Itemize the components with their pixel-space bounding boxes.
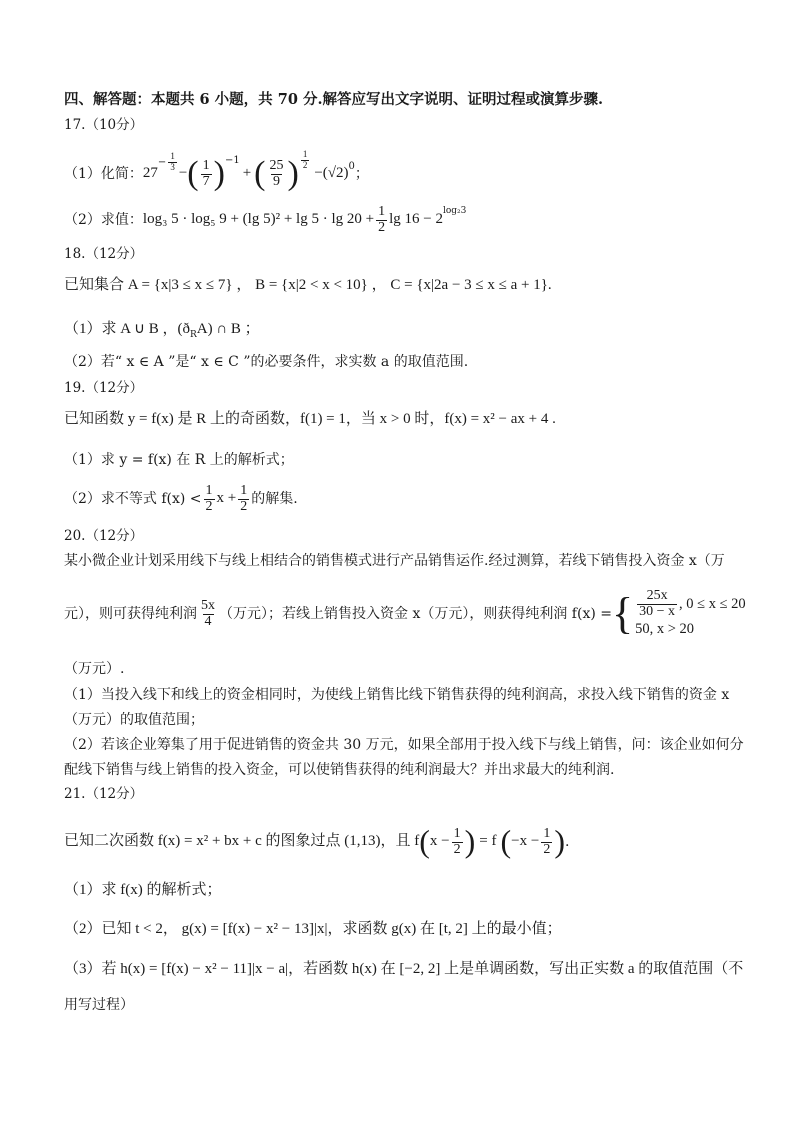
q18-p1-text: （1）求 A ∪ B ，(ð <box>64 321 190 337</box>
q21-x2: −x − <box>511 833 540 850</box>
frac-den: 2 <box>205 498 213 514</box>
frac-num: 1 <box>543 825 551 841</box>
q18-number: 18.（12分） <box>64 246 144 262</box>
q20-line2-b: （万元）；若线上销售投入资金 x（万元），则获得纯利润 f(x) = <box>219 605 612 622</box>
q20-line1: 某小微企业计划采用线下与线上相结合的销售模式进行产品销售运作.经过测算，若线下销售投入资金 x（万 <box>64 553 725 569</box>
frac-num: 1 <box>378 204 386 219</box>
section-heading: 四、解答题：本题共 6 小题，共 70 分.解答应写出文字说明、证明过程或演算步骤. <box>64 91 604 108</box>
frac-den: 2 <box>240 498 248 514</box>
frac-num: 5x <box>201 597 215 613</box>
frac-num: 1 <box>205 483 213 498</box>
q19-p2-a: （2）求不等式 f(x) < <box>64 491 202 508</box>
q20-line2-a: 元），则可获得纯利润 <box>64 605 197 622</box>
frac-num: 1 <box>240 483 248 498</box>
right-paren: ) <box>287 154 299 192</box>
frac-half <box>204 484 215 514</box>
frac-num: 25 <box>269 157 284 173</box>
q21-stem <box>64 820 569 864</box>
exp-num: 1 <box>302 149 308 160</box>
q20-part2-a: （2）若该企业筹集了用于促进销售的资金共 30 万元，如果全部用于投入线下与线上销售，问：该企业如何分 <box>64 737 744 753</box>
frac-den: 30 − x <box>639 604 676 620</box>
exp-num: 1 <box>170 151 175 162</box>
plus-sign: + <box>242 165 252 182</box>
minus-sign: − <box>178 165 188 182</box>
q19-p2-mid: x + <box>216 490 237 507</box>
frac-den: 2 <box>378 219 386 235</box>
exp-minus: − <box>157 156 167 168</box>
log-expression: log₃ 5 · log₅ 9 + (lg 5)² + lg 5 · lg 20 + <box>142 211 375 228</box>
frac-den: 9 <box>272 173 280 189</box>
q17-part1 <box>64 149 369 196</box>
exp-half <box>301 150 310 170</box>
q19-stem: 已知函数 y = f(x) 是 R 上的奇函数，f(1) = 1，当 x > 0 时，f(x) = x² − ax + 4 . <box>64 411 556 427</box>
frac-25-9 <box>267 159 285 189</box>
left-paren: ( <box>500 823 512 860</box>
q20-line2 <box>64 583 746 645</box>
frac-den: 2 <box>543 841 551 857</box>
q21-stem-a: 已知二次函数 f(x) = x² + bx + c 的图象过点 (1,13)，且 f <box>64 833 420 850</box>
frac-den: 4 <box>204 613 212 629</box>
lg-expression: lg 16 − 2 <box>389 211 443 228</box>
q17-p2-label: （2）求值： <box>64 212 143 229</box>
sqrt-exp: 0 <box>348 160 355 172</box>
power-exp: log₂3 <box>442 206 467 217</box>
frac-exp: −1 <box>224 154 240 166</box>
q21-end: . <box>565 833 570 850</box>
q18-p1-tail: A) ∩ B ； <box>196 321 260 337</box>
brace-icon: { <box>611 589 634 638</box>
q18-p1-sub: R <box>189 329 197 340</box>
q20-part1-a: （1）当投入线下和线上的资金相同时，为使线上销售比线下销售获得的纯利润高，求投入线下销售的资金 x <box>64 687 730 703</box>
q21-part1: （1）求 f(x) 的解析式； <box>64 882 222 898</box>
case-1 <box>635 589 746 619</box>
q17-exp-1 <box>158 152 179 172</box>
right-paren: ) <box>213 154 225 192</box>
exp-den: 2 <box>302 159 308 170</box>
right-paren: ) <box>464 823 476 860</box>
q21-eq: = f <box>479 833 497 850</box>
left-paren: ( <box>187 154 199 192</box>
sqrt-term: −(√2) <box>314 165 349 182</box>
q20-line3: （万元）. <box>64 661 125 677</box>
case1-cond: , 0 ≤ x ≤ 20 <box>679 596 746 613</box>
q21-number: 21.（12分） <box>64 786 144 802</box>
q19-number: 19.（12分） <box>64 380 144 396</box>
q21-part3-b: 用写过程） <box>64 997 134 1013</box>
q19-part2 <box>64 484 298 514</box>
q21-x1: x − <box>429 833 450 850</box>
piecewise <box>612 589 746 638</box>
q21-part2: （2）已知 t < 2， g(x) = [f(x) − x² − 13]|x|，求函数 g(x) 在 [t, 2] 上的最小值； <box>64 921 562 937</box>
frac-num: 25x <box>646 588 668 604</box>
frac-num: 1 <box>453 825 461 841</box>
frac-5x-4 <box>199 599 217 629</box>
frac-half <box>541 827 552 857</box>
frac-half <box>376 205 387 235</box>
right-paren: ) <box>554 823 565 860</box>
case-2: 50, x > 20 <box>635 620 695 637</box>
frac-half <box>238 484 249 514</box>
q20-part2-b: 配线下销售与线上销售的投入资金，可以使销售获得的纯利润最大？并出求最大的纯利润. <box>64 762 615 778</box>
frac-num: 1 <box>202 157 210 173</box>
frac-den: 7 <box>202 173 210 189</box>
exp-frac <box>168 152 177 172</box>
semicolon: ； <box>354 165 369 182</box>
q18-part1 <box>64 320 260 341</box>
left-paren: ( <box>419 823 430 860</box>
q17-part2 <box>64 205 466 235</box>
left-paren: ( <box>254 154 266 192</box>
q20-part1-b: （万元）的取值范围； <box>64 712 204 728</box>
q18-stem: 已知集合 A = {x|3 ≤ x ≤ 7} ， B = {x|2 < x < 10} ， C = {x|2a − 3 ≤ x ≤ a + 1}. <box>64 277 552 293</box>
q17-number: 17.（10分） <box>64 117 144 133</box>
q19-p2-b: 的解集. <box>251 491 298 508</box>
q19-part1: （1）求 y = f(x) 在 R 上的解析式； <box>64 452 294 468</box>
frac-1-7 <box>201 159 212 189</box>
q17-p1-label: （1）化简： <box>64 165 143 182</box>
piecewise-cases <box>635 589 746 638</box>
q18-part2: （2）若“ x ∈ A ”是“ x ∈ C ”的必要条件，求实数 a 的取值范围. <box>64 354 469 370</box>
q21-part3-a: （3）若 h(x) = [f(x) − x² − 11]|x − a|，若函数 h(x) 在 [−2, 2] 上是单调函数，写出正实数 a 的取值范围（不 <box>64 961 744 977</box>
q20-number: 20.（12分） <box>64 528 144 544</box>
case1-frac <box>637 589 677 619</box>
q17-base-27: 27 <box>142 165 158 182</box>
frac-den: 2 <box>453 841 461 857</box>
exp-den: 3 <box>170 161 175 172</box>
frac-half <box>452 827 463 857</box>
